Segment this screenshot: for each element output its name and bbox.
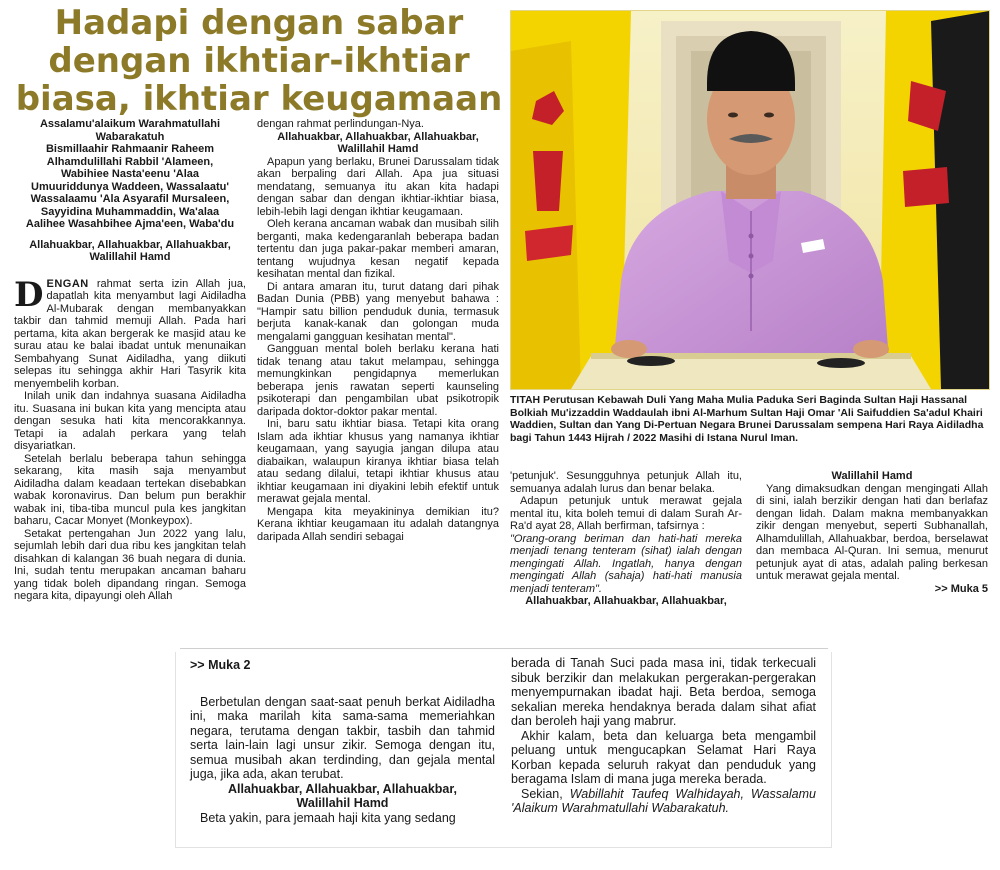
continuation-left [190,658,495,825]
paragraph: Apapun yang berlaku, Brunei Darussalam tidak akan berpaling dari Allah. Apa jua situasi mendatang, semuanya itu akan kita hadapi dengan sabar dan dengan ikhtiar-ikhtiar biasa, lebih-lebih lagi dengan ikhtiar keugamaan. [257,155,499,218]
takbir-line: Allahuakbar, Allahuakbar, Allahuakbar, [525,595,727,607]
section-divider [180,648,828,649]
paragraph: Inilah unik dan indahnya suasana Aidiladha itu. Suasana ini bukan kita yang mencipta atau dengan sesuka hati kita mencorakkannya. Tetapi ia adalah perkara yang telah disyariatkan. [14,390,246,452]
paragraph: Setelah berlalu beberapa tahun sehingga sekarang, kita masih saja menyambut Aidiladha dalam keadaan tertekan disebabkan wabak koronavirus. Dan belum pun berakhir wabak ini, tiba-tiba muncul pula kes jangkitan baharu, Cacar Monyet (Monkeypox). [14,452,246,527]
sultan-portrait-illustration [511,11,989,389]
salam-line: Assalamu'alaikum Warahmatullahi [39,118,221,130]
salam-line: Alhamdulillahi Rabbil 'Alameen, [46,155,214,168]
column-2 [257,118,499,543]
takbir-line: Allahuakbar, Allahuakbar, Allahuakbar, [29,238,231,251]
takbir-line: Walillahil Hamd [831,470,913,482]
paragraph: Gangguan mental boleh berlaku kerana hati tidak tenang atau takut melampau, sehingga memungkinkan pengidapnya memerlukan beberapa jenis rawatan seperti kaunseling psikoterapi dan pengambilan ubat psikotropik daripada doktor-doktor pakar mental. [257,343,499,418]
paragraph: Mengapa kita meyakininya demikian itu? Kerana ikhtiar keugamaan itu adalah datangnya daripada Allah sendiri sebagai [257,505,499,543]
column-3 [510,470,742,608]
takbir-line: Walillahil Hamd [89,251,171,263]
salam-line: Umuuriddunya Waddeen, Wassalaatu' [31,180,229,193]
paragraph: Oleh kerana ancaman wabak dan musibah silih berganti, maka kedengaranlah beberapa badan tertentu dan juga pakar-pakar memberi amaran, tentang wujudnya kesan negatif kepada kesihatan mental dan fizikal. [257,218,499,280]
drop-cap: D [14,274,44,315]
column-4 [756,470,988,595]
continued-from-label: >> Muka 2 [190,658,251,672]
salam-line: Wassalaamu 'Ala Asyarafil Mursaleen, [30,193,230,205]
headline: Hadapi dengan sabar dengan ikhtiar-ikhtiar biasa, ikhtiar keugamaan [15,3,503,119]
paragraph: berada di Tanah Suci pada masa ini, tidak terkecuali sibuk berzikir dan melakukan pergerakan-pergerakan menyempurnakan ibadat haji. Beta berdoa, semoga sekalian mereka hendaknya berada dalam sihat afiat dan beroleh haji yang mabrur. [511,656,816,728]
takbir-line: Walillahil Hamd [296,796,389,810]
continuation-right [511,656,816,816]
paragraph: Beta yakin, para jemaah haji kita yang sedang [200,810,456,825]
salam-line: Wabarakatuh [95,130,165,143]
takbir-line: Allahuakbar, Allahuakbar, Allahuakbar, [277,130,479,143]
paragraph: Yang dimaksudkan dengan mengingati Allah di sini, ialah berzikir dengan hati dan berlafaz dengan lidah. Dalam makna membanyakkan zikir dengan menyebut, seperti Subhanallah, Alhamdulillah, Allahuakbar, berdoa, berselawat dan membaca Al-Quran. Ini semua, menurut petunjuk ayat di atas, adalah paling berkesan untuk merawat gejala mental. [756,482,988,582]
salam-line: Aalihee Wasahbihee Ajma'een, Waba'du [25,218,235,230]
sultan-photo [510,10,990,390]
paragraph: Adapun petunjuk untuk merawat gejala mental itu, kita boleh temui di dalam Surah Ar-Ra'd ayat 28, Allah berfirman, tafsirnya : [510,495,742,532]
column-1 [14,118,246,603]
paragraph: Ini, baru satu ikhtiar biasa. Tetapi kita orang Islam ada ikhtiar khusus yang namanya ikhtiar keugamaan, yang sayugia jangan dilupa atau diabaikan, walaupun kiranya ikhtiar biasa telah atau sedang dilalui, tetapi ikhtiar khusus atau ikhtiar keugamaan ini diyakini lebih efektif untuk merawat gejala mental. [257,418,499,505]
continued-link[interactable]: >> Muka 5 [934,582,988,595]
paragraph: dengan rahmat perlindungan-Nya. [257,118,424,130]
quran-quote: "Orang-orang beriman dan hati-hati mereka menjadi tenang tenteram (sihat) ialah dengan mengingati Allah. Ingatlah, hanya dengan mengingati Allah (sahaja) hati-hati manusia menjadi tenteram". [510,532,742,595]
paragraph: Berbetulan dengan saat-saat penuh berkat Aidiladha ini, maka marilah kita sama-sama memeriahkan negara, terutama dengan takbir, tasbih dan tahmid serta lain-lain lagi unsur zikir. Semoga dengan itu, semua musibah akan terdinding, dan gejala mental juga, jika ada, akan terubat. [190,694,495,781]
paragraph: Setakat pertengahan Jun 2022 yang lalu, sejumlah lebih dari dua ribu kes jangkitan telah disahkan di kalangan 36 buah negara di dunia. Ini, sudah tentu merupakan ancaman baharu yang tidak boleh dipandang ringan. Semoga negara kita, dipayungi oleh Allah [14,527,246,602]
salam-block [14,118,246,264]
paragraph: 'petunjuk'. Sesungguhnya petunjuk Allah itu, semuanya adalah lurus dan benar belaka. [510,470,742,495]
lead-paragraph: DENGAN rahmat serta izin Allah jua, dapatlah kita menyambut lagi Aidiladha Al-Mubarak dengan membanyakkan takbir dan tahmid memuji Allah. Pada hari pertama, kita akan bergerak ke masjid atau ke surau atau ke balai ibadat untuk menunaikan Sembahyang Sunat Aidiladha, yang diikuti selepas itu sehingga akhir Hari Tasyrik kita menyembelih korban. [14,274,246,390]
takbir-line: Walillahil Hamd [337,143,419,155]
takbir-line: Allahuakbar, Allahuakbar, Allahuakbar, [227,781,458,796]
salam-line: Wabihiee Nasta'eenu 'Alaa [60,168,200,180]
salam-line: Bismillaahir Rahmaanir Raheem [45,143,215,155]
salam-line: Sayyidina Muhammaddin, Wa'alaa [40,205,220,218]
paragraph: Akhir kalam, beta dan keluarga beta mengambil peluang untuk mengucapkan Selamat Hari Raya Korban kepada seluruh rakyat dan penduduk yang beragama Islam di mana juga mereka berada. [511,728,816,786]
photo-caption: TITAH Perutusan Kebawah Duli Yang Maha Mulia Paduka Seri Baginda Sultan Haji Hassanal Bolkiah Mu'izzaddin Waddaulah ibni Al-Marhum Sultan Haji Omar 'Ali Saifuddien Sa'adul Khairi Waddien, Sultan dan Yang Di-Pertuan Negara Brunei Darussalam sempena Hari Raya Aidiladha bagi Tahun 1443 Hijrah / 2022 Masihi di Istana Nurul Iman. [510,394,984,444]
closing-paragraph: Sekian, Wabillahit Taufeq Walhidayah, Wassalamu 'Alaikum Warahmatullahi Wabarakatuh. [511,786,817,815]
paragraph: Di antara amaran itu, turut datang dari pihak Badan Dunia (PBB) yang menyebut bahawa : "Hampir satu billion penduduk dunia, termasuk berjuta kanak-kanak dan golongan muda mengalami gangguan kesihatan mental". [257,280,499,343]
